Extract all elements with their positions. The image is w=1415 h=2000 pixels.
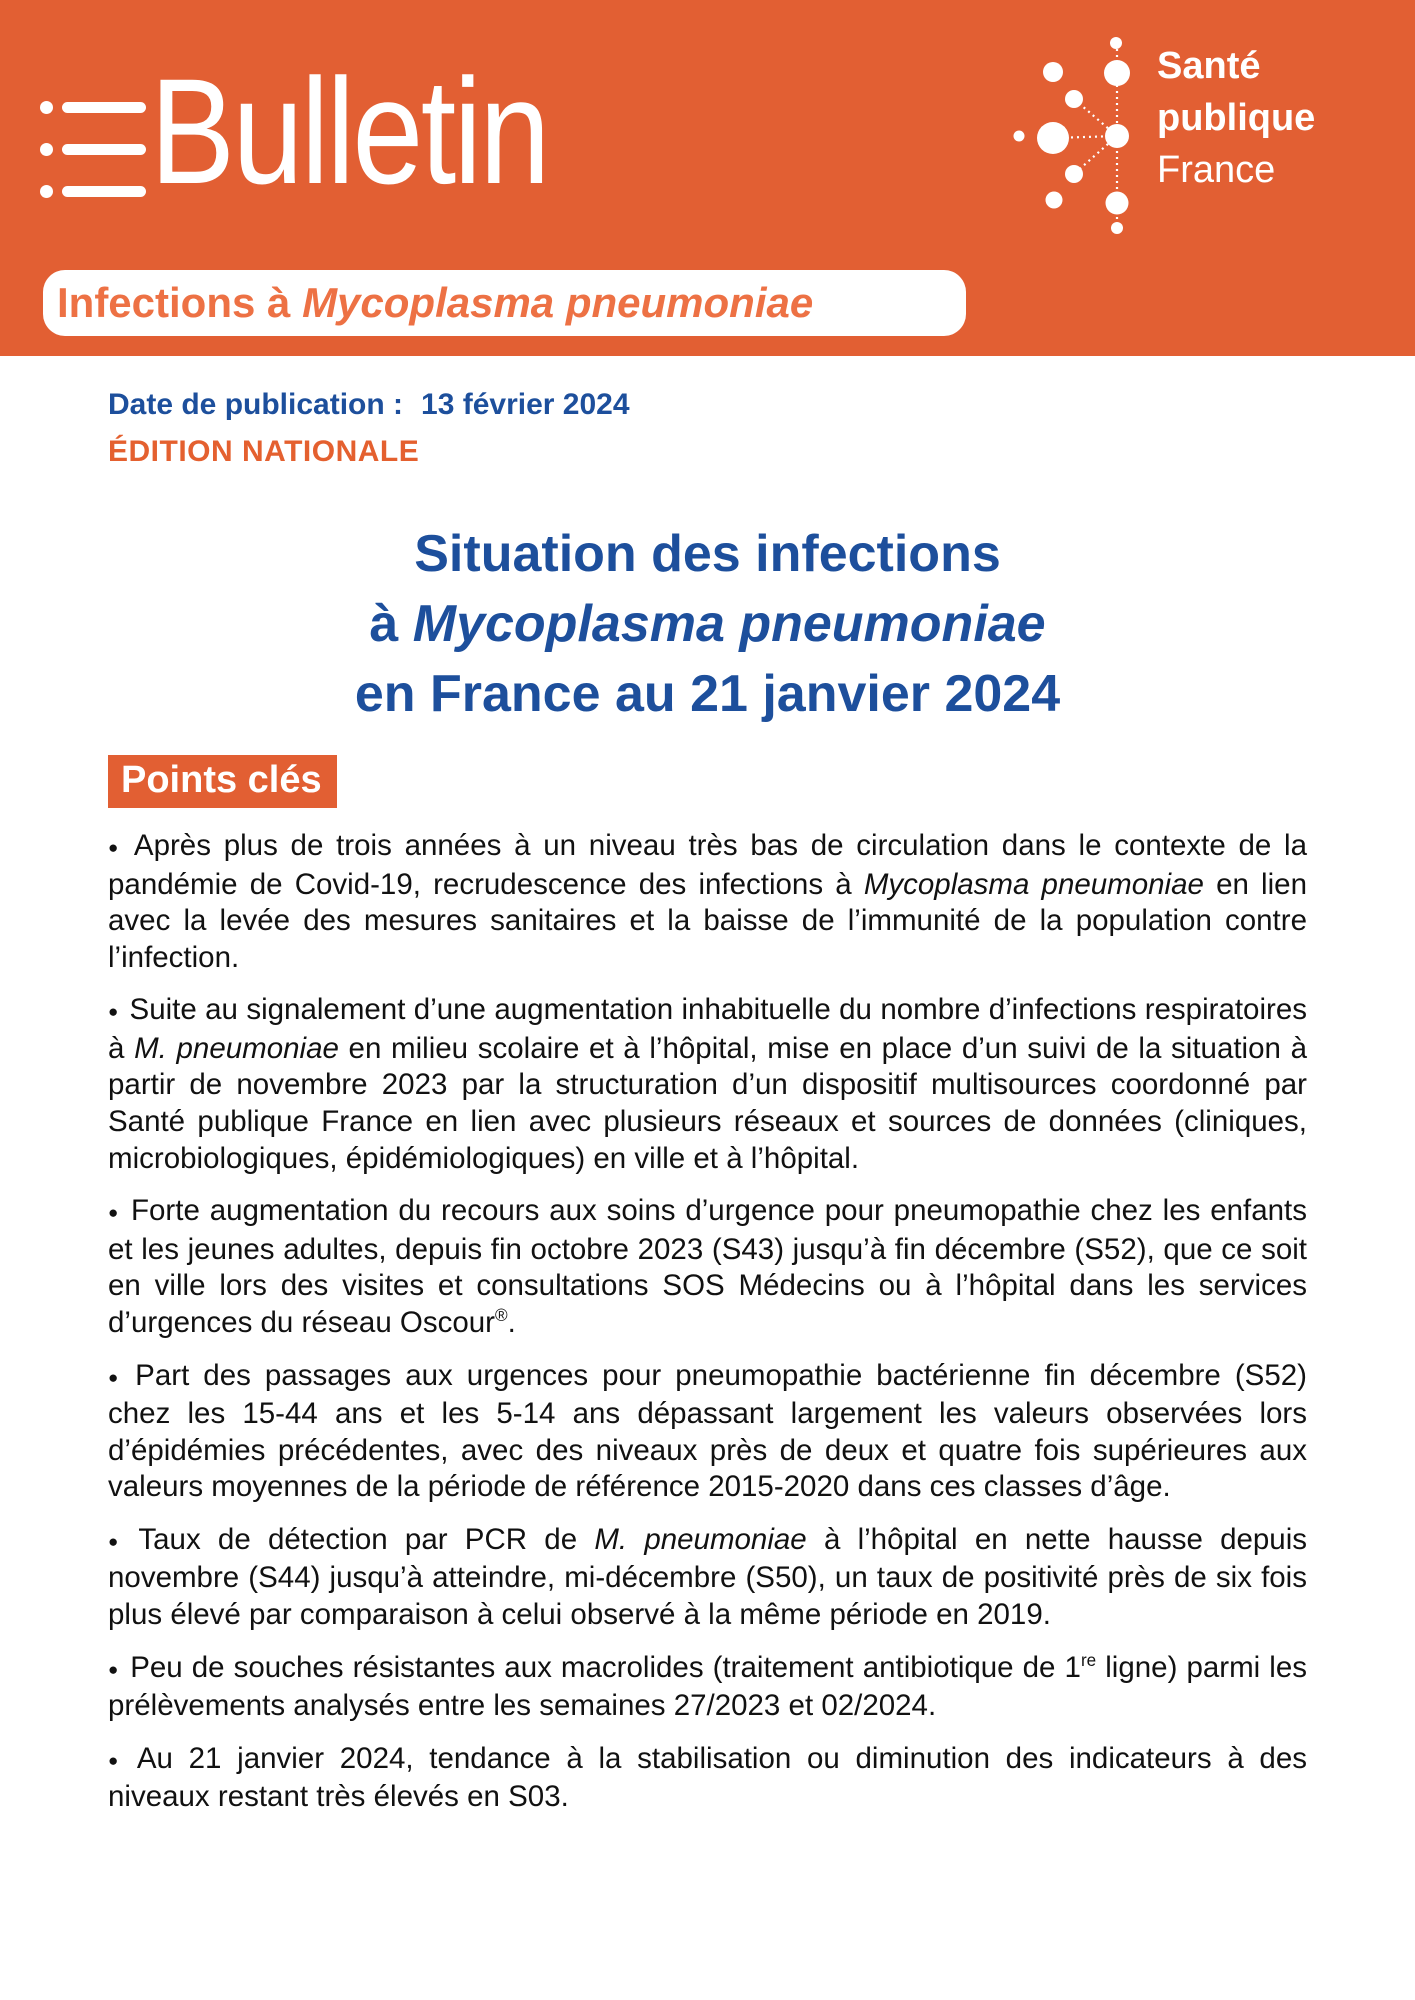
bulletin-wordmark: Bulletin <box>150 47 548 215</box>
list-icon-row <box>36 141 146 155</box>
topic-banner <box>43 270 966 336</box>
spf-network-icon <box>1005 26 1145 241</box>
bullet-dot-icon: ● <box>108 1203 120 1223</box>
spf-logo-text <box>1157 40 1315 196</box>
bullet-dot-icon: ● <box>108 1367 125 1387</box>
spf-logo-line: Santé <box>1157 45 1261 87</box>
publication-date-label: Date de publication : <box>108 388 404 421</box>
document-content <box>0 356 1415 1832</box>
list-icon-row <box>36 99 146 113</box>
list-icon-row <box>36 183 146 197</box>
edition-label: ÉDITION NATIONALE <box>108 435 420 468</box>
bullet-dot-icon: ● <box>108 1750 126 1770</box>
bullet-dot-icon: ● <box>108 1531 128 1551</box>
document-title-line: à Mycoplasma pneumoniae <box>369 595 1046 653</box>
header-band <box>0 0 1415 356</box>
spf-logo-line: publique <box>1157 97 1316 139</box>
publication-date <box>108 388 1307 422</box>
bullet-item: ● Taux de détection par PCR de M. pneumoniae à l’hôpital en nette hausse depuis novembre (S44) jusqu’à atteindre, mi-décembre (S50), un taux de positivité près de six fois plus élevé par comparaison à celui observé à la même période en 2019. <box>108 1522 1308 1632</box>
key-points-list <box>108 828 1307 1816</box>
bullet-item: ● Part des passages aux urgences pour pneumopathie bactérienne fin décembre (S52) chez les 15-44 ans et les 5-14 ans dépassant largement les valeurs observées lors d’épidémies précédentes, avec des niveaux près de deux et quatre fois supérieures aux valeurs moyennes de la période de référence 2015-2020 dans ces classes d’âge. <box>108 1358 1307 1504</box>
key-points-heading: Points clés <box>108 755 337 808</box>
bulletin-list-icon <box>36 99 146 199</box>
bullet-item: ● Peu de souches résistantes aux macrolides (traitement antibiotique de 1re ligne) parmi les prélèvements analysés entre les semaines 27/2023 et 02/2024. <box>108 1650 1307 1723</box>
bullet-dot-icon: ● <box>108 837 123 857</box>
bullet-item: ● Suite au signalement d’une augmentation inhabituelle du nombre d’infections respiratoires à M. pneumoniae en milieu scolaire et à l’hôpital, mise en place d’un suivi de la situation à partir de novembre 2023 par la structuration d’un dispositif multisources coordonné par Santé publique France en lien avec plusieurs réseaux et sources de données (cliniques, microbiologiques, épidémiologiques) en ville et à l’hôpital. <box>108 993 1307 1175</box>
bullet-item: ● Forte augmentation du recours aux soins d’urgence pour pneumopathie chez les enfants et les jeunes adultes, depuis fin octobre 2023 (S43) jusqu’à fin décembre (S52), que ce soit en ville lors des visites et consultations SOS Médecins ou à l’hôpital dans les services d’urgences du réseau Oscour®. <box>108 1194 1307 1339</box>
topic-banner-text: Infections à Mycoplasma pneumoniae <box>57 279 814 326</box>
bullet-dot-icon: ● <box>108 1002 119 1022</box>
bullet-item: ● Au 21 janvier 2024, tendance à la stabilisation ou diminution des indicateurs à des niveaux restant très élevés en S03. <box>108 1741 1307 1814</box>
document-title-line: Situation des infections <box>414 525 1001 583</box>
document-title <box>108 519 1307 729</box>
publication-date-value: 13 février 2024 <box>421 388 630 421</box>
spf-logo-line: France <box>1157 149 1276 191</box>
bullet-item: ● Après plus de trois années à un niveau très bas de circulation dans le contexte de la pandémie de Covid-19, recrudescence des infections à Mycoplasma pneumoniae en lien avec la levée des mesures sanitaires et la baisse de l’immunité de la population contre l’infection. <box>108 829 1307 974</box>
document-title-line: en France au 21 janvier 2024 <box>354 665 1061 723</box>
sante-publique-france-logo <box>1005 26 1405 241</box>
bullet-dot-icon: ● <box>108 1659 120 1679</box>
